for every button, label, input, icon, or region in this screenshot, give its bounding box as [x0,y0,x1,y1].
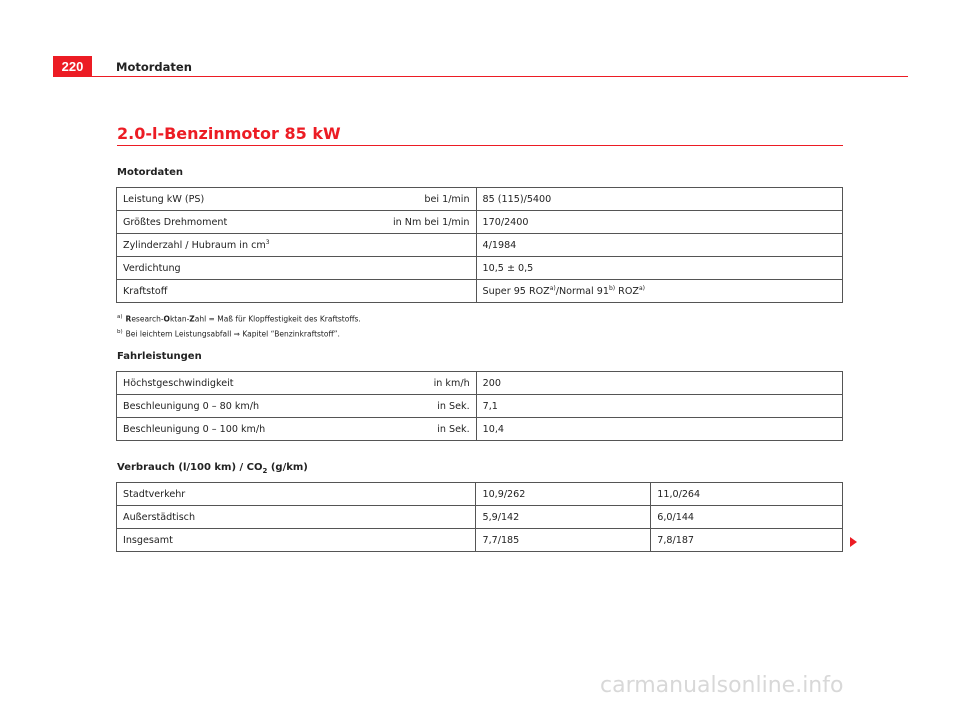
page-number-badge: 220 [53,56,92,77]
row-unit: in km/h [433,377,470,389]
table-row [117,211,843,234]
row-label: Stadtverkehr [117,483,476,506]
row-label-cell [117,257,477,280]
page-title: 2.0-l-Benzinmotor 85 kW [117,124,341,143]
row-label: Größtes Drehmoment [123,216,228,228]
motordaten-table [116,187,843,303]
row-value-2: 7,8/187 [651,529,843,552]
row-value: 200 [476,372,842,395]
table-row [117,372,843,395]
table-row [117,506,843,529]
row-value-1: 7,7/185 [476,529,651,552]
table-row [117,188,843,211]
row-label: Kraftstoff [123,285,168,297]
section-heading-fahrleistungen: Fahrleistungen [117,351,202,362]
row-value: 170/2400 [476,211,842,234]
verbrauch-table [116,482,843,552]
row-label: Beschleunigung 0 – 100 km/h [123,423,266,435]
row-label-cell [117,395,477,418]
section-heading-verbrauch: Verbrauch (l/100 $km) / CO_2$ (g/km) [117,462,308,475]
row-label-cell [117,372,477,395]
table-row [117,395,843,418]
row-label-cell [117,234,477,257]
row-value: 10,4 [476,418,842,441]
row-label: Höchstgeschwindigkeit [123,377,234,389]
row-unit: in Sek. [437,423,470,435]
table-row [117,418,843,441]
table-row [117,529,843,552]
row-label-cell [117,211,477,234]
row-label: Leistung kW (PS) [123,193,205,205]
table-row [117,234,843,257]
arrow-right-icon[interactable] [850,537,857,547]
row-value-1: 10,9/262 [476,483,651,506]
row-label: Insgesamt [117,529,476,552]
row-value-2: 6,0/144 [651,506,843,529]
title-rule [117,145,843,146]
row-value-2: 11,0/264 [651,483,843,506]
row-label: Beschleunigung 0 – 80 km/h [123,400,260,412]
watermark: carmanualsonline.info [600,673,844,698]
row-value-1: 5,9/142 [476,506,651,529]
row-value: Super 95 ROZ$^{a)}$/Normal 91$^{b)}$ ROZ$^{a)}$ [476,280,842,303]
row-unit: in Sek. [437,400,470,412]
row-value: 85 (115)/5400 [476,188,842,211]
row-value: 10,5 ± 0,5 [476,257,842,280]
footnote-b: $^{b)}$ Bei leichtem Leistungsabfall ⇒ Kapitel “Benzinkraftstoff”. [117,328,340,338]
row-label: Verdichtung [123,262,181,274]
header-rule [92,76,908,77]
row-label-cell [117,188,477,211]
row-value: 7,1 [476,395,842,418]
footnote-a: $^{a)}$ Research-Oktan-Zahl = Maß für Klopffestigkeit des Kraftstoffs. [117,314,361,324]
fahrleistungen-table [116,371,843,441]
row-label-cell [117,280,477,303]
table-row [117,483,843,506]
row-label-cell [117,418,477,441]
row-value: 4/1984 [476,234,842,257]
table-row [117,257,843,280]
row-unit: bei 1/min [424,193,470,205]
row-label: Außerstädtisch [117,506,476,529]
running-title: Motordaten [116,60,192,74]
section-heading-motordaten: Motordaten [117,167,183,178]
row-label: Zylinderzahl / Hubraum in cm$^3$ [123,238,270,251]
footnotes [117,311,361,340]
row-unit: in Nm bei 1/min [393,216,470,228]
table-row [117,280,843,303]
